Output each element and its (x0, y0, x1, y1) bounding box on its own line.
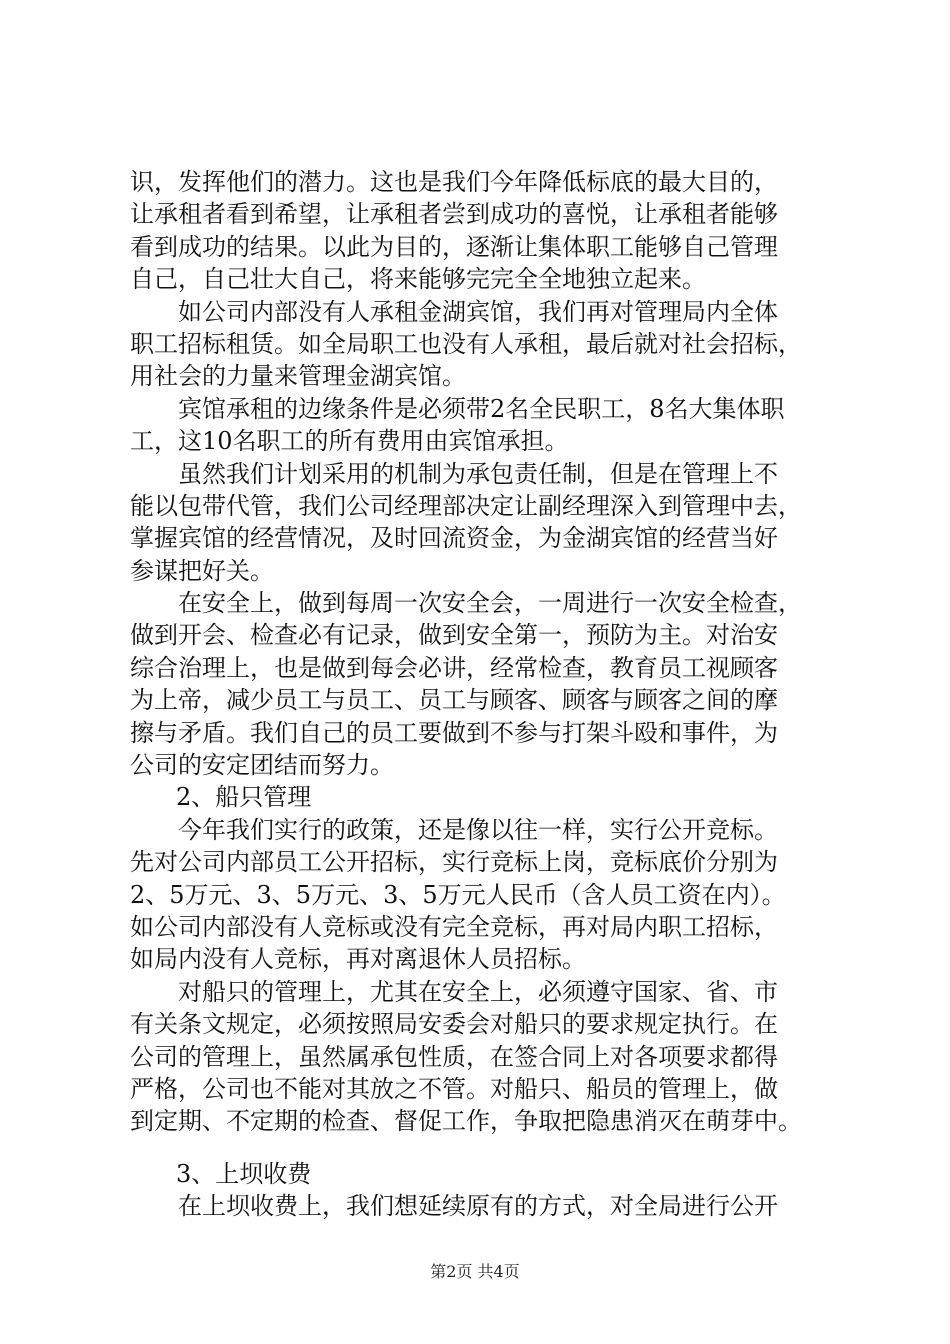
text-line: 在安全上，做到每周一次安全会，一周进行一次安全检查， (178, 589, 802, 618)
text-line: 如公司内部没有人承租金湖宾馆，我们再对管理局内全体 (178, 297, 778, 326)
document-body (130, 166, 830, 1223)
text-line: 参谋把好关。 (130, 556, 274, 585)
paragraph (130, 587, 830, 781)
text-line: 掌握宾馆的经营情况，及时回流资金，为金湖宾馆的经营当好 (130, 524, 778, 553)
paragraph (130, 166, 830, 296)
paragraph (130, 976, 830, 1138)
text-line: 2、5万元、3、5万元、3、5万元人民币（含人员工资在内）。 (130, 880, 786, 909)
text-line: 宾馆承租的边缘条件是必须带2名全民职工，8名大集体职 (178, 394, 785, 423)
text-line: 到定期、不定期的检查、督促工作，争取把隐患消灭在萌芽中。 (130, 1107, 802, 1136)
text-line: 综合治理上，也是做到每会必讲，经常检查，教育员工视顾客 (130, 653, 778, 682)
paragraph-gap (130, 1138, 830, 1158)
text-line: 用社会的力量来管理金湖宾馆。 (130, 362, 466, 391)
paragraph (130, 1190, 830, 1222)
page-footer: 第2页 共4页 (430, 1262, 520, 1281)
text-line: 擦与矛盾。我们自己的员工要做到不参与打架斗殴和事件，为 (130, 718, 778, 747)
text-line: 在上坝收费上，我们想延续原有的方式，对全局进行公开 (178, 1192, 778, 1221)
text-line: 如公司内部没有人竞标或没有完全竞标，再对局内职工招标， (130, 912, 778, 941)
text-line: 为上帝，减少员工与员工、员工与顾客、顾客与顾客之间的摩 (130, 686, 778, 715)
text-line: 如局内没有人竞标，再对离退休人员招标。 (130, 945, 586, 974)
paragraph (130, 814, 830, 976)
paragraph (130, 296, 830, 393)
text-line: 今年我们实行的政策，还是像以往一样，实行公开竞标。 (178, 815, 778, 844)
paragraph (130, 393, 830, 458)
text-line: 先对公司内部员工公开招标，实行竞标上岗，竞标底价分别为 (130, 848, 778, 877)
text-line: 公司的安定团结而努力。 (130, 751, 394, 780)
text-line: 看到成功的结果。以此为目的，逐渐让集体职工能够自己管理 (130, 232, 778, 261)
text-line: 对船只的管理上，尤其在安全上，必须遵守国家、省、市 (178, 977, 778, 1006)
text-line: 让承租者看到希望，让承租者尝到成功的喜悦，让承租者能够 (130, 200, 778, 229)
text-line: 虽然我们计划采用的机制为承包责任制，但是在管理上不 (178, 459, 778, 488)
text-line: 工，这10名职工的所有费用由宾馆承担。 (130, 427, 569, 456)
section-heading: 3、上坝收费 (176, 1159, 312, 1188)
text-line: 有关条文规定，必须按照局安委会对船只的要求规定执行。在 (130, 1010, 778, 1039)
text-line: 严格，公司也不能对其放之不管。对船只、船员的管理上，做 (130, 1074, 778, 1103)
text-line: 自己，自己壮大自己，将来能够完完全全地独立起来。 (130, 265, 706, 294)
paragraph (130, 458, 830, 588)
text-line: 识，发挥他们的潜力。这也是我们今年降低标底的最大目的， (130, 168, 778, 196)
text-line: 职工招标租赁。如全局职工也没有人承租，最后就对社会招标， (130, 329, 802, 358)
text-line: 做到开会、检查必有记录，做到安全第一，预防为主。对治安 (130, 621, 778, 650)
section-heading: 2、船只管理 (176, 783, 312, 812)
text-line: 公司的管理上，虽然属承包性质，在签合同上对各项要求都得 (130, 1042, 778, 1071)
text-line: 能以包带代管，我们公司经理部决定让副经理深入到管理中去， (130, 491, 802, 520)
